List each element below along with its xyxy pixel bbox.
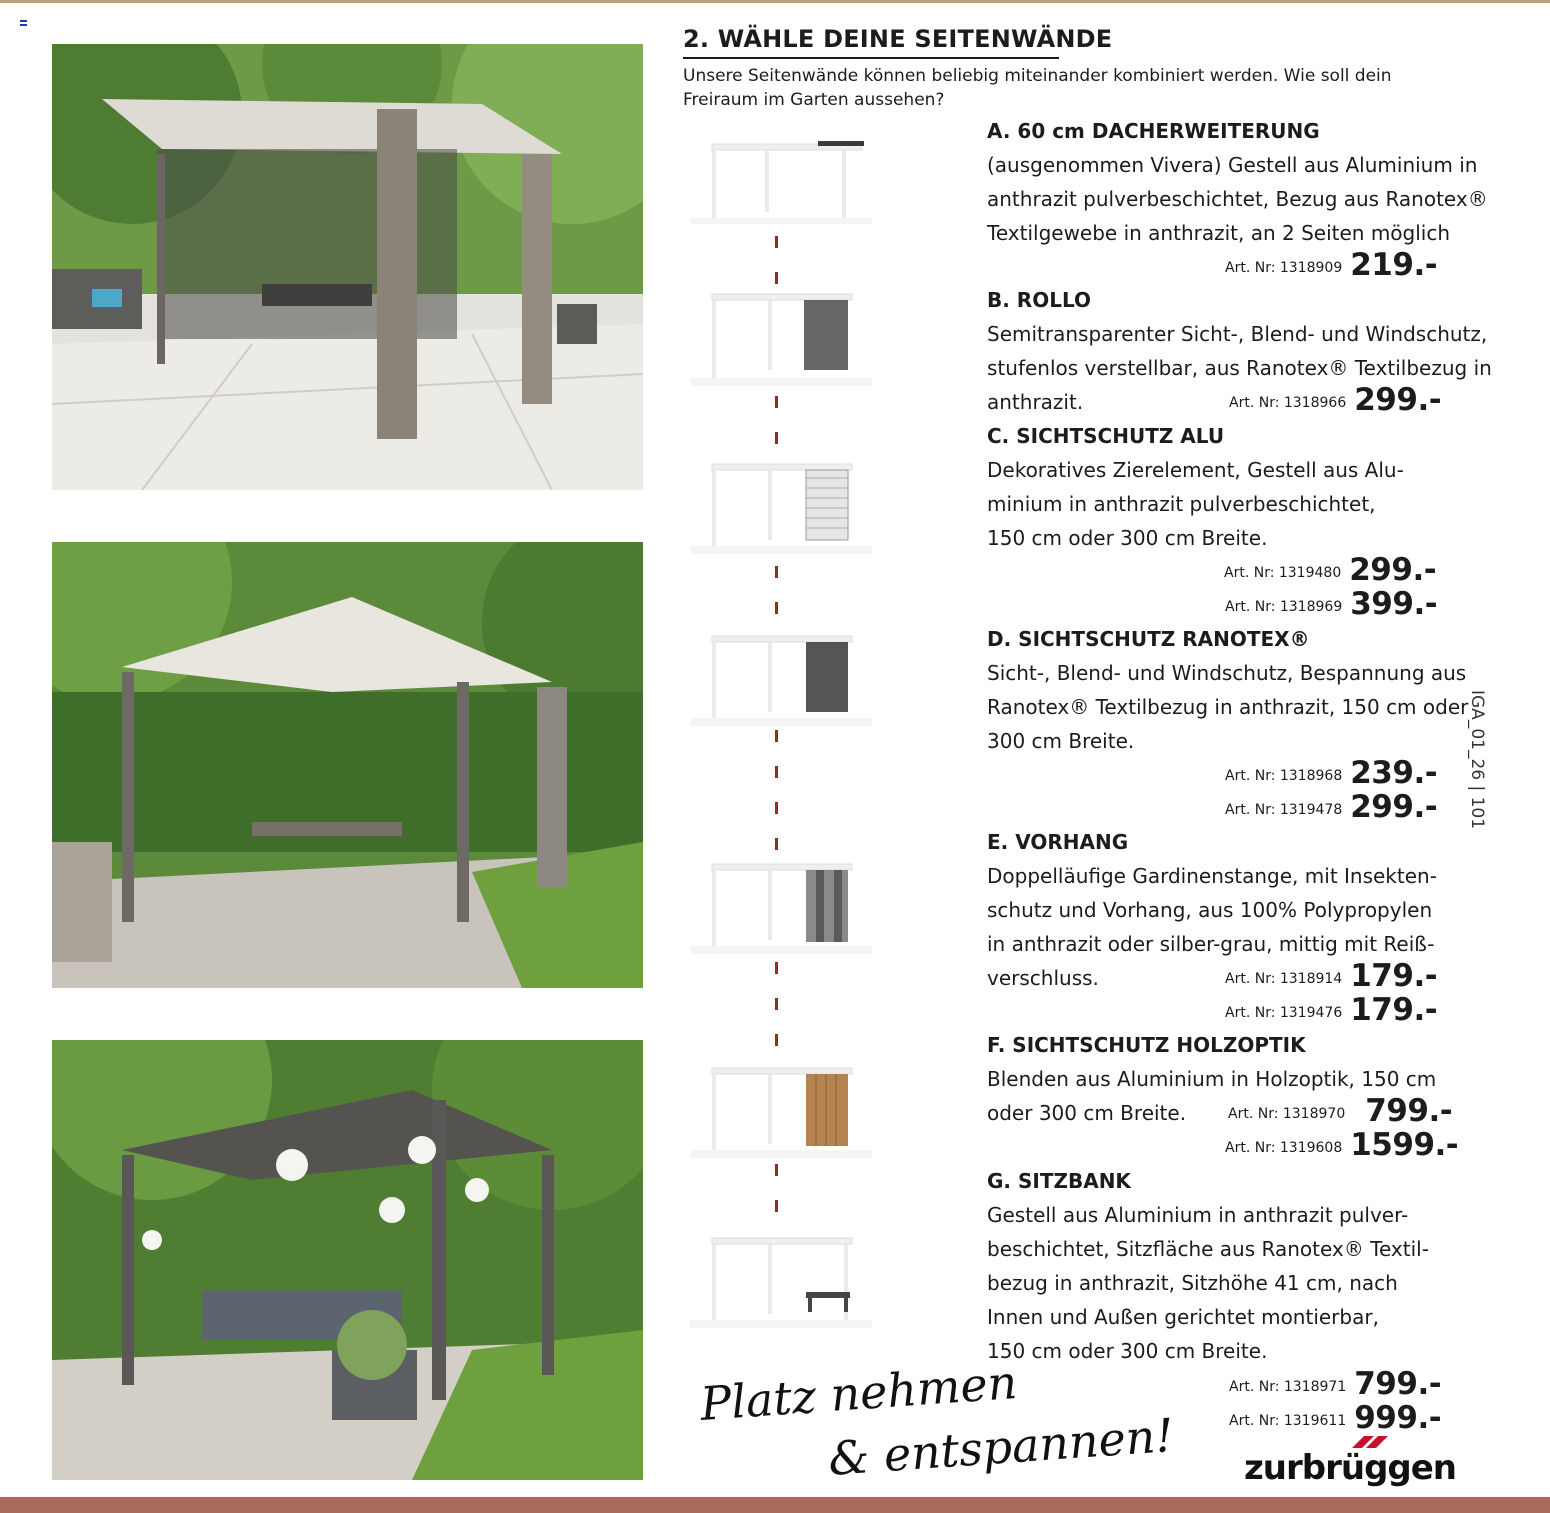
thumbnail-roller-blind [690,290,872,386]
intro-text: Unsere Seitenwände können beliebig miteinander kombiniert werden. Wie soll dein Freiraum im Garten aussehen? [683,66,1392,110]
option-alu-screen [987,419,1404,555]
page-title: 2. WÄHLE DEINE SEITENWÄNDE [683,25,1059,59]
connector-dash [775,962,778,1058]
option-description-line: (ausgenommen Vivera) Gestell aus Aluminium in [987,153,1478,177]
thumbnail-curtain [690,858,872,954]
price: 799.- [1365,1093,1453,1129]
price: 1599.- [1350,1127,1459,1163]
article-number: Art. Nr: 1318970 [1228,1106,1346,1122]
price-row [1225,1127,1458,1163]
article-number: Art. Nr: 1318909 [1225,260,1343,276]
bottom-bar [0,1497,1550,1513]
option-description-line: 150 cm oder 300 cm Breite. [987,526,1268,550]
brand-logo: zurbrüggen [1244,1448,1457,1488]
page-number-label: IGA_01_26 | 101 [1467,690,1487,830]
price-row [1225,992,1437,1028]
article-number: Art. Nr: 1319476 [1225,1005,1343,1021]
option-description-line: Ranotex® Textilbezug in anthrazit, 150 cm oder [987,695,1469,719]
price: 799.- [1354,1366,1442,1402]
option-description-line: verschluss. [987,966,1099,990]
connector-dash [775,396,778,456]
price: 179.- [1350,958,1438,994]
option-description-line: Innen und Außen gerichtet montierbar, [987,1305,1379,1329]
article-number: Art. Nr: 1319611 [1229,1413,1347,1429]
option-description-line: Sicht-, Blend- und Windschutz, Bespannung aus [987,661,1467,685]
option-title: C. SICHTSCHUTZ ALU [987,424,1225,448]
option-bench [987,1164,1429,1368]
article-number: Art. Nr: 1318966 [1229,395,1347,411]
option-description-line: 150 cm oder 300 cm Breite. [987,1339,1268,1363]
option-description-line: Blenden aus Aluminium in Holzoptik, 150 cm [987,1067,1437,1091]
price-row [1229,1400,1441,1436]
article-number: Art. Nr: 1318971 [1229,1379,1347,1395]
slogan-line-1: Platz nehmen [698,1354,1019,1432]
price: 299.- [1349,552,1437,588]
article-number: Art. Nr: 1319478 [1225,802,1343,818]
price-row [1228,1093,1452,1129]
option-description-line: Doppelläufige Gardinenstange, mit Insekten- [987,864,1437,888]
option-title: F. SICHTSCHUTZ HOLZOPTIK [987,1033,1306,1057]
option-description-line: Textilgewebe in anthrazit, an 2 Seiten möglich [987,221,1451,245]
article-number: Art. Nr: 1318968 [1225,768,1343,784]
article-number: Art. Nr: 1318969 [1225,599,1343,615]
price-row [1229,382,1441,418]
option-description-line: Semitransparenter Sicht-, Blend- und Windschutz, [987,322,1488,346]
price-row [1224,552,1436,588]
price-row [1225,586,1437,622]
price: 999.- [1354,1400,1442,1436]
option-description-line: oder 300 cm Breite. [987,1101,1187,1125]
option-description-line: schutz und Vorhang, aus 100% Polypropylen [987,898,1433,922]
price: 299.- [1350,789,1438,825]
thumbnail-wood-screen [690,1062,872,1158]
connector-dash [775,1164,778,1228]
option-description-line: bezug in anthrazit, Sitzhöhe 41 cm, nach [987,1271,1398,1295]
option-ranotex-screen [987,622,1468,758]
option-description-line: 300 cm Breite. [987,729,1135,753]
price-row [1229,1366,1441,1402]
thumbnail-bench [690,1232,872,1328]
option-title: E. VORHANG [987,830,1129,854]
flag-icon [20,20,27,26]
option-title: D. SICHTSCHUTZ RANOTEX® [987,627,1310,651]
article-number: Art. Nr: 1319608 [1225,1140,1343,1156]
brand-mark-icon [1350,1436,1388,1448]
price-row [1225,755,1437,791]
price-row [1225,958,1437,994]
connector-dash [775,566,778,626]
price: 299.- [1354,382,1442,418]
option-roof-extension [987,114,1488,250]
option-description-line: anthrazit. [987,390,1084,414]
option-title: B. ROLLO [987,288,1091,312]
price-row [1225,789,1437,825]
photo-pergola-curtains [52,44,643,490]
option-description-line: stufenlos verstellbar, aus Ranotex® Textilbezug in [987,356,1492,380]
price-row [1225,247,1437,283]
top-rule [0,0,1550,3]
thumbnail-alu-screen [690,458,872,554]
article-number: Art. Nr: 1319480 [1224,565,1342,581]
article-number: Art. Nr: 1318914 [1225,971,1343,987]
thumbnail-ranotex-screen [690,630,872,726]
option-description-line: anthrazit pulverbeschichtet, Bezug aus Ranotex® [987,187,1488,211]
photo-pergola-lamps [52,1040,643,1480]
slogan-line-2: & entspannen! [826,1407,1176,1487]
price: 399.- [1350,586,1438,622]
option-description-line: Dekoratives Zierelement, Gestell aus Alu- [987,458,1404,482]
option-description-line: in anthrazit oder silber-grau, mittig mit Reiß- [987,932,1435,956]
option-title: A. 60 cm DACHERWEITERUNG [987,119,1320,143]
connector-dash [775,236,778,284]
option-description-line: beschichtet, Sitzfläche aus Ranotex® Textil- [987,1237,1429,1261]
option-title: G. SITZBANK [987,1169,1131,1193]
connector-dash [775,730,778,858]
price: 239.- [1350,755,1438,791]
thumbnail-roof-extension [690,128,872,224]
price: 179.- [1350,992,1438,1028]
option-description-line: Gestell aus Aluminium in anthrazit pulver- [987,1203,1409,1227]
photo-gazebo-gravel [52,542,643,988]
option-description-line: minium in anthrazit pulverbeschichtet, [987,492,1376,516]
price: 219.- [1350,247,1438,283]
